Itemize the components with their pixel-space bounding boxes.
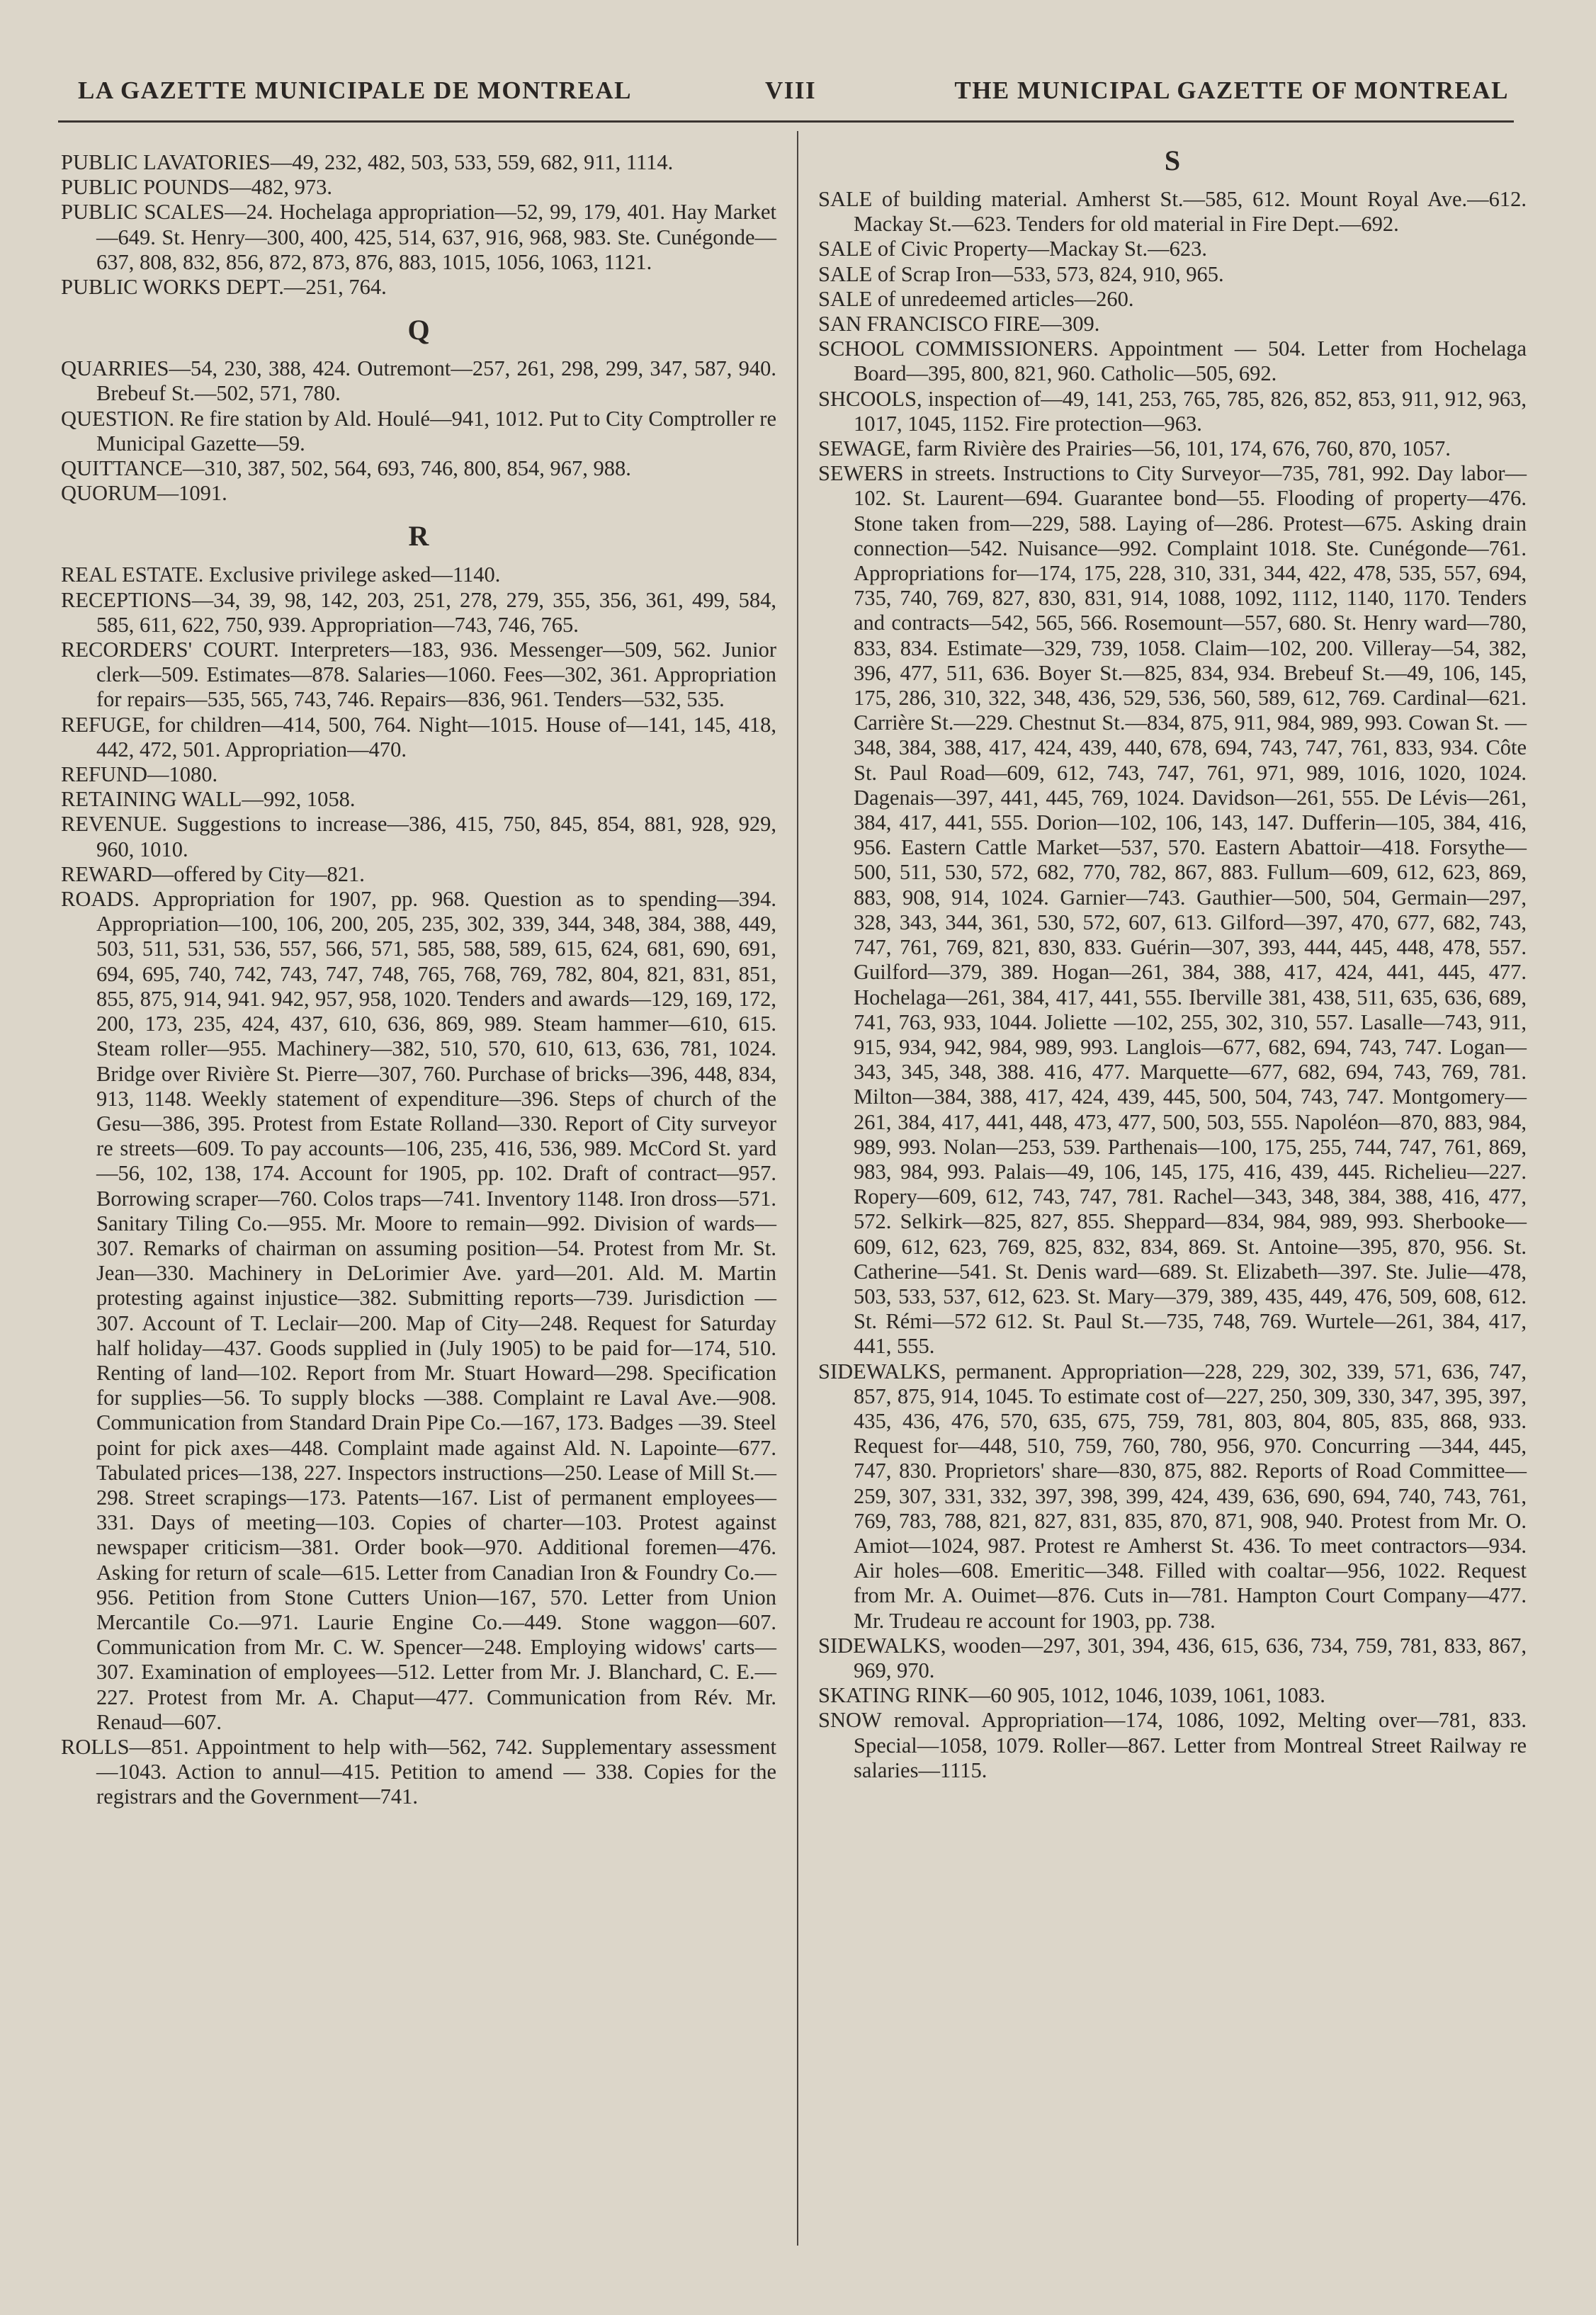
index-entry: PUBLIC WORKS DEPT.—251, 764. xyxy=(61,275,387,300)
left-column xyxy=(61,150,776,1810)
index-entry: REVENUE. Suggestions to increase—386, 415, 750, 845, 854, 881, 928, 929, 960, 1010. xyxy=(61,812,776,861)
index-entry: PUBLIC SCALES—24. Hochelaga appropriation—52, 99, 179, 401. Hay Market—649. St. Henry—300, 400, 425, 514, 637, 916, 968, 983. Ste. Cunégonde—637, 808, 832, 856, 872, 873, 876, 883, 1015, 1056, 1063, 1121. xyxy=(61,200,776,274)
index-entry: QUITTANCE—310, 387, 502, 564, 693, 746, 800, 854, 967, 988. xyxy=(61,456,631,481)
index-entry: REAL ESTATE. Exclusive privilege asked—1140. xyxy=(61,562,501,587)
index-entry: QUESTION. Re fire station by Ald. Houlé—941, 1012. Put to City Comptroller re Municipal Gazette—59. xyxy=(61,406,776,455)
index-entry: SALE of unredeemed articles—260. xyxy=(818,286,1134,311)
page-header xyxy=(78,77,1509,119)
index-entry: SALE of building material. Amherst St.—585, 612. Mount Royal Ave.—612. Mackay St.—623. Tenders for old material in Fire Dept.—692. xyxy=(818,187,1527,237)
index-entry: QUARRIES—54, 230, 388, 424. Outremont—257, 261, 298, 299, 347, 587, 940. Brebeuf St.—502, 571, 780. xyxy=(61,356,776,406)
header-french-title: LA GAZETTE MUNICIPALE DE MONTREAL xyxy=(78,77,633,104)
section-letter-s: S xyxy=(1164,145,1181,176)
index-entry: PUBLIC LAVATORIES—49, 232, 482, 503, 533, 559, 682, 911, 1114. xyxy=(61,150,674,174)
header-rule xyxy=(58,120,1514,123)
index-entry: REWARD—offered by City—821. xyxy=(61,861,365,886)
right-column xyxy=(818,145,1527,1783)
column-divider xyxy=(797,131,798,2246)
index-entry: RETAINING WALL—992, 1058. xyxy=(61,787,356,812)
index-entry: PUBLIC POUNDS—482, 973. xyxy=(61,175,332,200)
index-entry: RECORDERS' COURT. Interpreters—183, 936. Messenger—509, 562. Junior clerk—509. Estimates—878. Salaries—1060. Fees—302, 361. Appropriation for repairs—535, 565, 743, 746. Repairs—836, 961. Tenders—532, 535. xyxy=(61,638,776,712)
index-entry: SIDEWALKS, wooden—297, 301, 394, 436, 615, 636, 734, 759, 781, 833, 867, 969, 970. xyxy=(818,1633,1527,1682)
index-entry: RECEPTIONS—34, 39, 98, 142, 203, 251, 278, 279, 355, 356, 361, 499, 584, 585, 611, 622, 750, 939. Appropriation—743, 746, 765. xyxy=(61,587,776,637)
index-entry: SAN FRANCISCO FIRE—309. xyxy=(818,312,1100,336)
page-number: VIII xyxy=(765,77,817,104)
index-entry: SEWAGE, farm Rivière des Prairies—56, 101, 174, 676, 760, 870, 1057. xyxy=(818,436,1451,461)
section-letter-r: R xyxy=(408,520,429,553)
index-entry: REFUGE, for children—414, 500, 764. Night—1015. House of—141, 145, 418, 442, 472, 501. Appropriation—470. xyxy=(61,712,776,762)
index-entry: QUORUM—1091. xyxy=(61,481,227,506)
index-entry: SKATING RINK—60 905, 1012, 1046, 1039, 1061, 1083. xyxy=(818,1683,1325,1708)
section-letter-q: Q xyxy=(407,314,430,346)
index-entry: SIDEWALKS, permanent. Appropriation—228, 229, 302, 339, 571, 636, 747, 857, 875, 914, 1045. To estimate cost of—227, 250, 309, 330, 347, 395, 397, 435, 436, 476, 570, 635, 675, 759, 781, 803, 804, 805, 835, 868, 933. Request for—448, 510, 759, 760, 780, 956, 970. Concurring —344, 445, 747, 830. Proprietors' share—830, 875, 882. Reports of Road Committee—259, 307, 331, 332, 397, 398, 399, 424, 439, 636, 690, 694, 740, 743, 761, 769, 783, 788, 821, 827, 831, 835, 870, 871, 908, 940. Protest from Mr. O. Amiot—1024, 987. Protest re Amherst St. 436. To meet contractors—934. Air holes—608. Emeritic—348. Filled with coaltar—956, 1022. Request from Mr. A. Ouimet—876. Cuts in—781. Hampton Court Company—477. Mr. Trudeau re account for 1903, pp. 738. xyxy=(818,1359,1527,1633)
index-entry: ROADS. Appropriation for 1907, pp. 968. Question as to spending—394. Appropriation—100, 106, 200, 205, 235, 302, 339, 344, 348, 384, 388, 449, 503, 511, 531, 536, 557, 566, 571, 585, 588, 589, 615, 624, 681, 690, 691, 694, 695, 740, 742, 743, 747, 748, 765, 768, 769, 782, 804, 821, 831, 851, 855, 875, 914, 941. 942, 957, 958, 1020. Tenders and awards—129, 169, 172, 200, 173, 235, 424, 437, 610, 636, 869, 989. Steam hammer—610, 615. Steam roller—955. Machinery—382, 510, 570, 610, 613, 636, 781, 1024. Bridge over Rivière St. Pierre—307, 760. Purchase of bricks—396, 448, 834, 913, 1148. Weekly statement of expenditure—396. Steps of church of the Gesu—386, 395. Protest from Estate Rolland—330. Report of City surveyor re streets—609. To pay accounts—106, 235, 416, 536, 989. McCord St. yard—56, 102, 138, 174. Account for 1905, pp. 102. Draft of contract—957. Borrowing scraper—760. Colos traps—741. Inventory 1148. Iron dross—571. Sanitary Tiling Co.—955. Mr. Moore to remain—992. Division of wards—307. Remarks of chairman on assuming position—54. Protest from Mr. St. Jean—330. Machinery in DeLorimier Ave. yard—201. Ald. M. Martin protesting against injustice—382. Submitting reports—739. Jurisdiction —307. Account of T. Leclair—200. Map of City—248. Request for Saturday half holiday—437. Goods supplied in (July 1905) to be paid for—174, 510. Renting of land—102. Report from Mr. Stuart Howard—298. Specification for supplies—56. To supply blocks —388. Complaint re Laval Ave.—908. Communication from Standard Drain Pipe Co.—167, 173. Badges —39. Steel point for pick axes—448. Complaint made against Ald. N. Lapointe—677. Tabulated prices—138, 227. Inspectors instructions—250. Lease of Mill St.—298. Street scrapings—173. Patents—167. List of permanent employees—331. Days of meeting—103. Copies of charter—103. Protest against newspaper criticism—381. Order book—970. Additional foremen—476. Asking for return of scale—615. Letter from Canadian Iron & Foundry Co.—956. Petition from Stone Cutters Union—167, 570. Letter from Union Mercantile Co.—971. Laurie Engine Co.—449. Stone waggon—607. Communication from Mr. C. W. Spencer—248. Employing widows' carts—307. Examination of employees—512. Letter from Mr. J. Blanchard, C. E.—227. Protest from Mr. A. Chaput—477. Communication from Rév. Mr. Renaud—607. xyxy=(61,887,776,1734)
index-entry: SCHOOL COMMISSIONERS. Appointment — 504. Letter from Hochelaga Board—395, 800, 821, 960. Catholic—505, 692. xyxy=(818,336,1527,386)
index-entry: SEWERS in streets. Instructions to City Surveyor—735, 781, 992. Day labor—102. St. Laurent—694. Guarantee bond—55. Flooding of property—476. Stone taken from—229, 588. Laying of—286. Protest—675. Asking drain connection—542. Nuisance—992. Complaint 1018. Ste. Cunégonde—761. Appropriations for—174, 175, 228, 310, 331, 344, 422, 478, 535, 557, 694, 735, 740, 769, 827, 830, 831, 914, 1088, 1092, 1112, 1140, 1170. Tenders and contracts—542, 565, 566. Rosemount—557, 680. St. Henry ward—780, 833, 834. Estimate—329, 739, 1058. Claim—102, 200. Villeray—54, 382, 396, 477, 511, 636. Boyer St.—825, 834, 934. Brebeuf St.—49, 106, 145, 175, 286, 310, 322, 348, 436, 529, 536, 560, 589, 612, 769. Cardinal—621. Carrière St.—229. Chestnut St.—834, 875, 911, 984, 989, 993. Cowan St. —348, 384, 388, 417, 424, 439, 440, 678, 694, 743, 747, 761, 833, 934. Côte St. Paul Road—609, 612, 743, 747, 761, 971, 989, 1016, 1020, 1024. Dagenais—397, 441, 445, 769, 1024. Davidson—261, 555. De Lévis—261, 384, 417, 441, 555. Dorion—102, 106, 143, 147. Dufferin—105, 384, 416, 956. Eastern Cattle Market—537, 570. Eastern Abattoir—418. Forsythe—500, 511, 530, 572, 682, 770, 782, 867, 883. Fullum—609, 612, 623, 869, 883, 908, 914, 1024. Garnier—743. Gauthier—500, 504, Germain—297, 328, 343, 344, 361, 530, 572, 607, 613. Gilford—397, 470, 677, 682, 743, 747, 761, 769, 821, 830, 833. Guérin—307, 393, 444, 445, 448, 478, 557. Guilford—379, 389. Hogan—261, 384, 388, 417, 424, 441, 445, 477. Hochelaga—261, 384, 417, 441, 555. Iberville 381, 438, 511, 635, 636, 689, 741, 763, 933, 1044. Joliette —102, 255, 302, 310, 557. Lasalle—743, 911, 915, 934, 942, 984, 989, 993. Langlois—677, 682, 694, 743, 747. Logan—343, 345, 348, 388. 416, 477. Marquette—677, 682, 694, 743, 769, 781. Milton—384, 388, 417, 424, 439, 445, 500, 504, 743, 747. Montgomery—261, 384, 417, 441, 448, 473, 477, 500, 503, 555. Napoléon—870, 883, 984, 989, 993. Nolan—253, 539. Parthenais—100, 175, 255, 744, 747, 761, 869, 983, 984, 993. Palais—49, 106, 145, 175, 416, 439, 445. Richelieu—227. Ropery—609, 612, 743, 747, 781. Rachel—343, 348, 384, 388, 416, 477, 572. Selkirk—825, 827, 855. Sheppard—834, 984, 989, 993. Sherbooke—609, 612, 623, 769, 825, 832, 834, 869. St. Antoine—395, 870, 956. St. Catherine—541. St. Denis ward—689. St. Elizabeth—397. Ste. Julie—478, 503, 533, 537, 612, 623. St. Mary—379, 389, 435, 449, 476, 509, 608, 612. St. Rémi—572 612. St. Paul St.—735, 748, 769. Wurtele—261, 384, 417, 441, 555. xyxy=(818,461,1527,1359)
index-entry: SHCOOLS, inspection of—49, 141, 253, 765, 785, 826, 852, 853, 911, 912, 963, 1017, 1045, 1152. Fire protection—963. xyxy=(818,386,1527,436)
index-entry: SNOW removal. Appropriation—174, 1086, 1092, Melting over—781, 833. Special—1058, 1079. Roller—867. Letter from Montreal Street Railway re salaries—1115. xyxy=(818,1708,1527,1782)
index-entry: SALE of Scrap Iron—533, 573, 824, 910, 965. xyxy=(818,261,1224,286)
header-english-title: THE MUNICIPAL GAZETTE OF MONTREAL xyxy=(954,77,1509,104)
index-entry: ROLLS—851. Appointment to help with—562, 742. Supplementary assessment—1043. Action to annul—415. Petition to amend — 338. Copies for the registrars and the Government—741. xyxy=(61,1734,776,1809)
index-entry: REFUND—1080. xyxy=(61,762,218,787)
index-entry: SALE of Civic Property—Mackay St.—623. xyxy=(818,237,1207,261)
